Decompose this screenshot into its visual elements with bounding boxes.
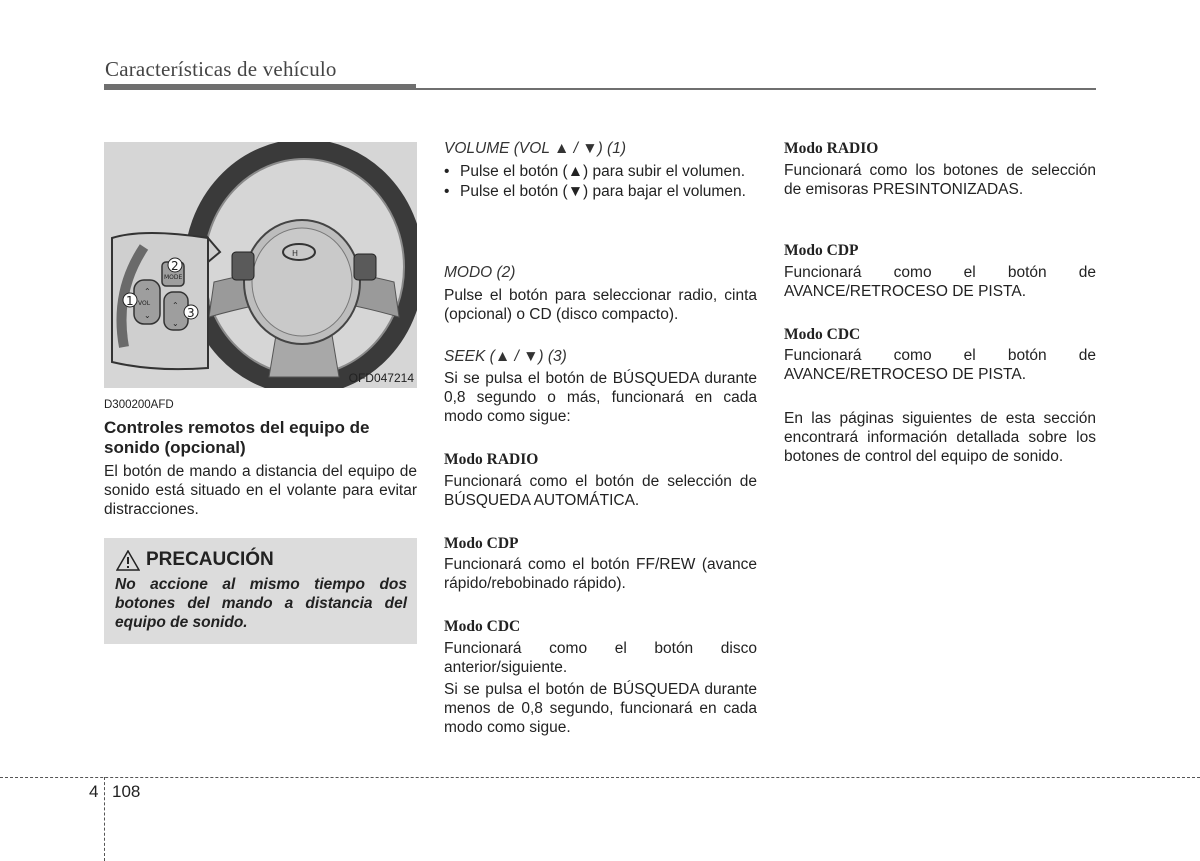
closing-paragraph: En las páginas siguientes de esta sección encontrará información detallada sobre los botones de control del equipo de sonido. [784,410,1096,465]
page-header-title: Características de vehículo [105,57,337,81]
col2-cdp-paragraph: Funcionará como el botón FF/REW (avance rápido/rebobinado rápido). [444,556,757,592]
svg-text:⌄: ⌄ [172,319,179,328]
callout-3: 3 [187,306,195,320]
footer-dashed-vertical-rule [104,777,105,861]
volume-heading: VOLUME (VOL ▲ / ▼) (1) [444,140,626,157]
col2-cdp-heading: Modo CDP [444,535,519,552]
steering-wheel-figure [104,142,417,388]
mode-paragraph: Pulse el botón para seleccionar radio, cinta (opcional) o CD (disco compacto). [444,287,757,323]
col2-cdc-heading: Modo CDC [444,618,521,635]
figure-code: OFD047214 [348,371,414,385]
mode-button-label: MODE [164,274,183,281]
col2-cdc-seek-paragraph: Si se pulsa el botón de BÚSQUEDA durante menos de 0,8 segundo, funcionará en cada modo como sigue. [444,681,757,736]
col2-radio-heading: Modo RADIO [444,451,539,468]
svg-text:⌃: ⌃ [144,287,151,296]
header-rule-thin [416,88,1096,90]
col3-cdp-paragraph: Funcionará como el botón de AVANCE/RETROCESO DE PISTA. [784,264,1096,300]
col3-radio-heading: Modo RADIO [784,140,879,157]
caution-box [104,538,417,644]
col3-cdp-heading: Modo CDP [784,242,859,259]
seek-heading: SEEK (▲ / ▼) (3) [444,348,567,365]
volume-bullet-up: • Pulse el botón (▲) para subir el volumen. [444,162,757,181]
svg-text:⌃: ⌃ [172,301,179,310]
document-code: D300200AFD [104,399,174,411]
footer-dashed-rule [0,777,1200,778]
caution-text: No accione al mismo tiempo dos botones del mando a distancia del equipo de sonido. [115,576,407,631]
col2-radio-paragraph: Funcionará como el botón de selección de BÚSQUEDA AUTOMÁTICA. [444,473,757,509]
volume-bullet-down: • Pulse el botón (▼) para bajar el volumen. [444,182,757,201]
svg-text:⌄: ⌄ [144,311,151,320]
volume-bullet-list [444,162,757,202]
col2-cdc-paragraph: Funcionará como el botón disco anterior/siguiente. [444,640,757,676]
header-rule-thick [104,84,416,90]
svg-text:H: H [292,249,299,258]
col3-radio-paragraph: Funcionará como los botones de selección de emisoras PRESINTONIZADAS. [784,162,1096,198]
page-number: 108 [112,782,141,801]
col3-cdc-paragraph: Funcionará como el botón de AVANCE/RETROCESO DE PISTA. [784,347,1096,383]
warning-triangle-icon [116,550,140,571]
vol-button-label: VOL [138,300,151,307]
callout-2: 2 [171,259,179,273]
chapter-number: 4 [89,782,99,801]
steering-wheel-illustration [104,142,417,388]
callout-1: 1 [126,294,134,308]
mode-heading: MODO (2) [444,264,516,281]
seek-paragraph: Si se pulsa el botón de BÚSQUEDA durante 0,8 segundo o más, funcionará en cada modo como sigue: [444,370,757,425]
section-heading: Controles remotos del equipo de sonido (opcional) [104,418,370,457]
intro-paragraph: El botón de mando a distancia del equipo de sonido está situado en el volante para evitar distracciones. [104,463,417,518]
col3-cdc-heading: Modo CDC [784,326,861,343]
caution-title: PRECAUCIÓN [146,549,274,570]
